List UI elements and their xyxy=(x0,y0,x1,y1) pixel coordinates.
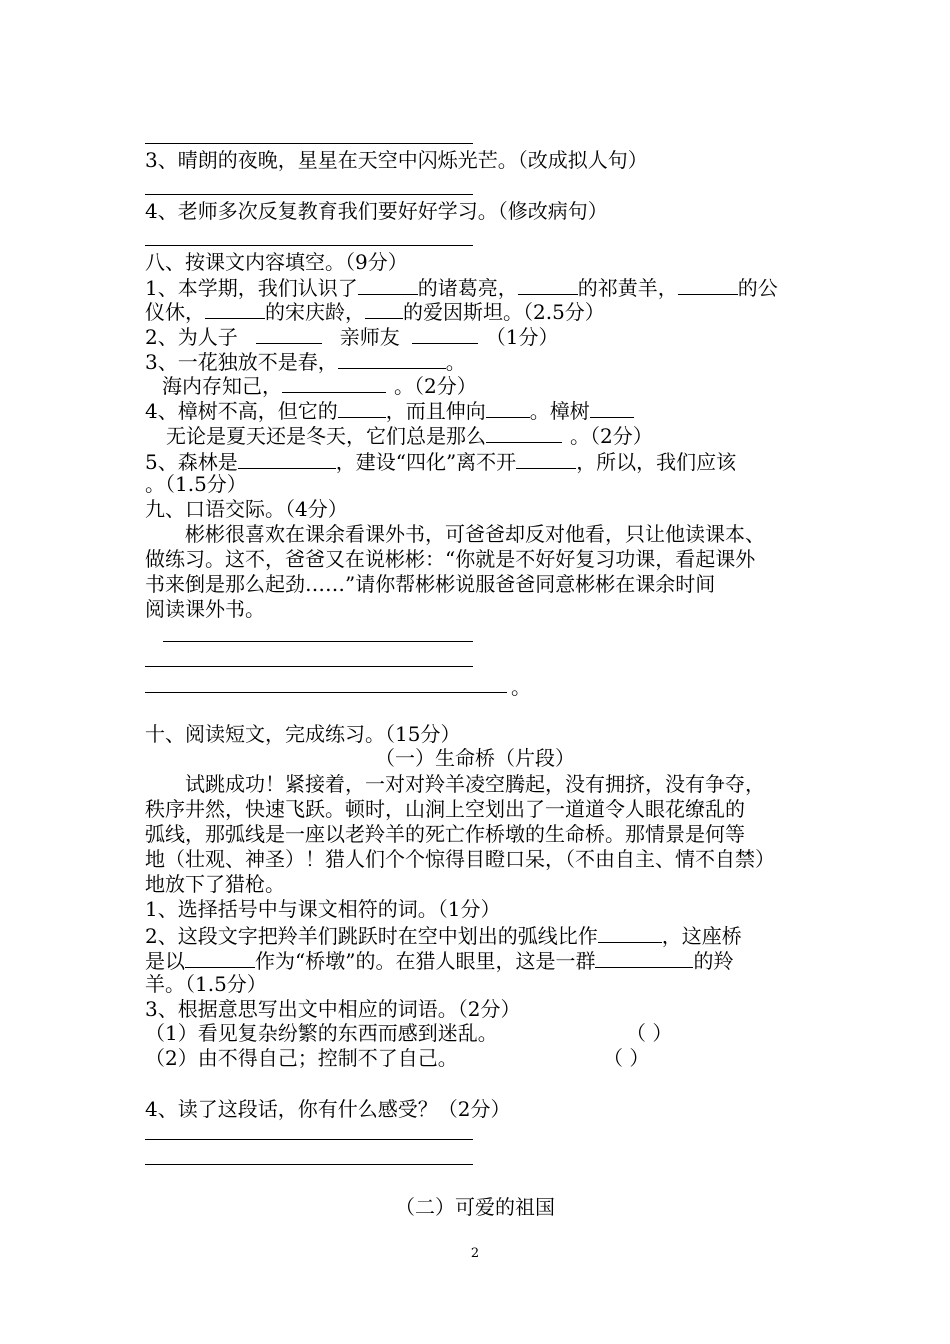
blank xyxy=(598,922,662,943)
text: （1分） xyxy=(485,325,559,349)
text: 的祁黄羊， xyxy=(577,276,678,300)
exercise-1: 1、选择括号中与课文相符的词。（1分） xyxy=(145,897,501,921)
blank xyxy=(486,422,562,443)
blank xyxy=(338,397,386,418)
blank xyxy=(205,298,265,319)
text: 的羚 xyxy=(693,949,734,973)
fill-5-line-b: 。（1.5分） xyxy=(145,472,247,496)
exercise-2-line-c: 羊。（1.5分） xyxy=(145,972,267,996)
blank xyxy=(338,348,446,369)
text: 作为“桥墩”的。在猎人眼里，这是一群 xyxy=(255,949,596,973)
reading-2-title: （二）可爱的祖国 xyxy=(395,1195,555,1219)
text: 的爱因斯坦。（2.5分） xyxy=(403,300,605,324)
answer-line xyxy=(145,666,473,667)
blank xyxy=(516,448,576,469)
text: 的宋庆龄， xyxy=(265,300,365,324)
reading-1-line-1: 试跳成功！紧接着，一对对羚羊凌空腾起，没有拥挤，没有争夺， xyxy=(185,772,765,796)
blank xyxy=(185,947,255,968)
fill-4-line-a xyxy=(145,397,634,423)
answer-line xyxy=(145,1164,473,1165)
blank xyxy=(590,397,634,418)
question-3-text: 3、晴朗的夜晚，星星在天空中闪烁光芒。（改成拟人句） xyxy=(145,148,648,172)
text: 亲师友 xyxy=(339,325,400,349)
blank xyxy=(256,323,322,344)
fill-2-line xyxy=(145,323,558,349)
fill-4-line-b xyxy=(166,422,653,448)
answer-line xyxy=(145,1139,473,1140)
text: 2、为人子 xyxy=(145,325,238,349)
fill-3-line-b xyxy=(162,372,477,398)
text: 的公 xyxy=(737,276,778,300)
text: 2、这段文字把羚羊们跳跃时在空中划出的弧线比作 xyxy=(145,924,598,948)
text: ，而且伸向 xyxy=(385,399,486,423)
answer-line xyxy=(145,194,473,195)
reading-1-title: （一）生命桥（片段） xyxy=(375,746,575,770)
text: 3、一花独放不是春， xyxy=(145,350,338,374)
answer-line xyxy=(145,143,473,144)
passage-9-line-2: 做练习。这不，爸爸又在说彬彬：“你就是不好好复习功课，看起课外 xyxy=(145,547,756,571)
blank xyxy=(518,274,578,295)
text: 5、森林是 xyxy=(145,450,238,474)
section-8-heading: 八、按课文内容填空。（9分） xyxy=(145,250,408,274)
passage-9-line-1: 彬彬很喜欢在课余看课外书，可爸爸却反对他看，只让他读课本、 xyxy=(185,522,765,546)
section-10-heading: 十、阅读短文，完成练习。（15分） xyxy=(145,722,461,746)
question-4-text: 4、老师多次反复教育我们要好好学习。（修改病句） xyxy=(145,199,608,223)
text: 。樟树 xyxy=(529,399,590,423)
page-number: 2 xyxy=(470,1246,480,1261)
exercise-3-item-2-paren: （ ） xyxy=(603,1046,650,1070)
blank xyxy=(282,372,386,393)
reading-1-line-2: 秩序井然，快速飞跃。顿时，山涧上空划出了一道道令人眼花缭乱的 xyxy=(145,797,745,821)
text: ，这座桥 xyxy=(661,924,742,948)
blank xyxy=(595,947,693,968)
text: ，建设“四化”离不开 xyxy=(335,450,517,474)
text: 无论是夏天还是冬天，它们总是那么 xyxy=(166,424,486,448)
exercise-3-item-2: （2）由不得自己；控制不了自己。 xyxy=(145,1046,458,1070)
exercise-4: 4、读了这段话，你有什么感受？（2分） xyxy=(145,1097,511,1121)
reading-1-line-4: 地（壮观、神圣）！猎人们个个惊得目瞪口呆，（不由自主、情不自禁） xyxy=(145,847,775,871)
text: 是以 xyxy=(145,949,185,973)
answer-line xyxy=(145,692,507,693)
reading-1-line-5: 地放下了猎枪。 xyxy=(145,872,285,896)
fill-5-line-a xyxy=(145,448,736,474)
section-9-heading: 九、口语交际。（4分） xyxy=(145,497,348,521)
passage-9-line-4: 阅读课外书。 xyxy=(145,597,265,621)
exercise-2-line-b xyxy=(145,947,733,973)
answer-line xyxy=(145,245,473,246)
fill-1-line-a xyxy=(145,274,778,300)
exercise-3-item-1-paren: （ ） xyxy=(626,1021,673,1045)
blank xyxy=(678,274,738,295)
text: 。（2分） xyxy=(570,424,653,448)
blank xyxy=(358,274,418,295)
fill-1-line-b xyxy=(145,298,605,324)
text: 仪休， xyxy=(145,300,205,324)
exercise-3-item-1: （1）看见复杂纷繁的东西而感到迷乱。 xyxy=(145,1021,498,1045)
blank xyxy=(412,323,478,344)
passage-9-line-3: 书来倒是那么起劲……”请你帮彬彬说服爸爸同意彬彬在课余时间 xyxy=(145,572,716,596)
text: 4、樟树不高，但它的 xyxy=(145,399,338,423)
text: 。 xyxy=(445,350,466,374)
exercise-3: 3、根据意思写出文中相应的词语。（2分） xyxy=(145,997,521,1021)
text: 的诸葛亮， xyxy=(417,276,518,300)
answer-end-mark: 。 xyxy=(511,675,531,699)
reading-1-line-3: 弧线，那弧线是一座以老羚羊的死亡作桥墩的生命桥。那情景是何等 xyxy=(145,822,745,846)
text: ，所以，我们应该 xyxy=(576,450,737,474)
blank xyxy=(365,298,403,319)
text: 1、本学期，我们认识了 xyxy=(145,276,358,300)
text: 海内存知己， xyxy=(162,374,282,398)
answer-line xyxy=(163,641,473,642)
blank xyxy=(486,397,530,418)
exercise-2-line-a xyxy=(145,922,742,948)
blank xyxy=(238,448,336,469)
fill-3-line-a xyxy=(145,348,466,374)
text: 。（2分） xyxy=(394,374,477,398)
